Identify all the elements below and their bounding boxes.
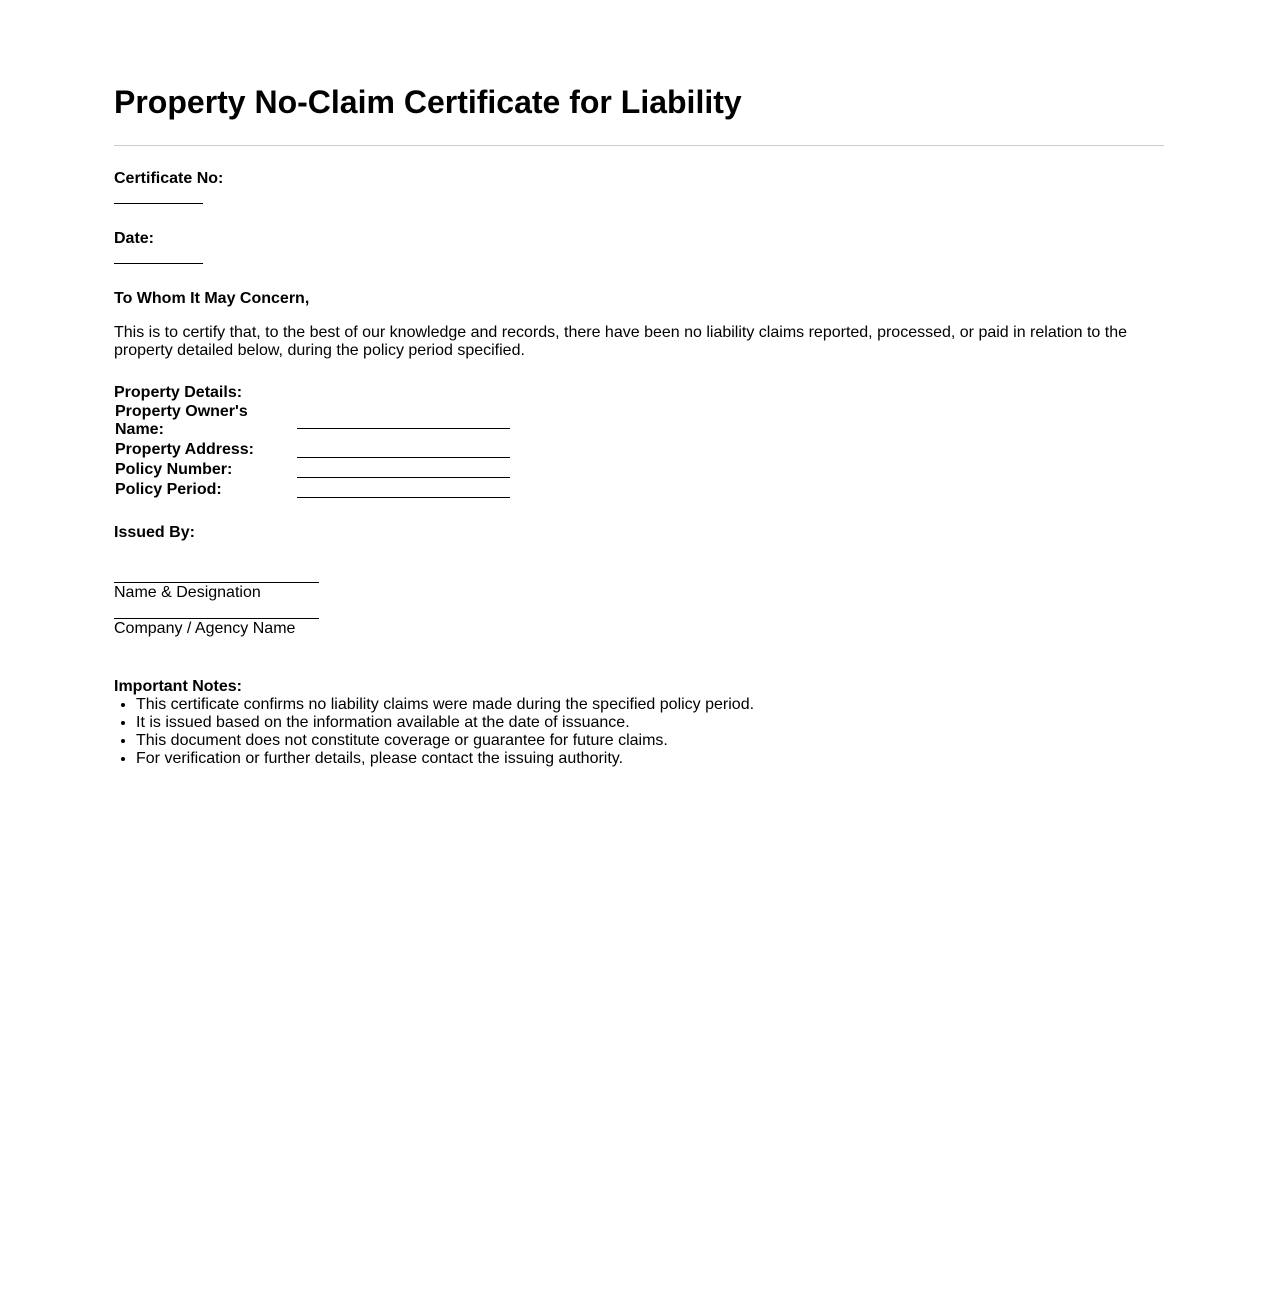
- note-item: • This document does not constitute coverage or guarantee for future claims.: [136, 732, 1136, 750]
- certificate-no-blank-line: [114, 203, 203, 204]
- property-owner-name-blank-line: [297, 428, 510, 429]
- issued-by-heading: Issued By:: [114, 524, 195, 541]
- property-address-blank-line: [297, 457, 510, 458]
- page-title: Property No-Claim Certificate for Liability: [114, 84, 742, 120]
- policy-number-label: Policy Number:: [115, 461, 233, 478]
- policy-period-blank-line: [297, 497, 510, 498]
- policy-period-label: Policy Period:: [115, 481, 222, 498]
- property-owner-name-label: Property Owner's Name:: [115, 403, 248, 438]
- signature-company-line: [114, 618, 319, 619]
- signature-name-line: [114, 582, 319, 583]
- property-address-label: Property Address:: [115, 441, 254, 458]
- certification-statement: This is to certify that, to the best of our knowledge and records, there have been no liability claims reported, processed, or paid in relation to the property detailed below, during the policy period specified.: [114, 324, 1127, 359]
- title-divider: [114, 145, 1164, 146]
- important-notes-list: [114, 696, 1136, 768]
- policy-number-blank-line: [297, 477, 510, 478]
- date-label: Date:: [114, 230, 155, 247]
- property-details-heading: Property Details:: [114, 384, 243, 401]
- salutation: To Whom It May Concern,: [114, 290, 310, 307]
- note-item: • It is issued based on the information available at the date of issuance.: [136, 714, 1136, 732]
- note-item: • This certificate confirms no liability claims were made during the specified policy period.: [136, 696, 1136, 714]
- date-blank-line: [114, 263, 203, 264]
- name-designation-caption: Name & Designation: [114, 584, 261, 601]
- company-agency-caption: Company / Agency Name: [114, 620, 296, 637]
- certificate-no-label: Certificate No:: [114, 170, 224, 187]
- important-notes-heading: Important Notes:: [114, 678, 242, 695]
- note-item: • For verification or further details, please contact the issuing authority.: [136, 750, 1136, 768]
